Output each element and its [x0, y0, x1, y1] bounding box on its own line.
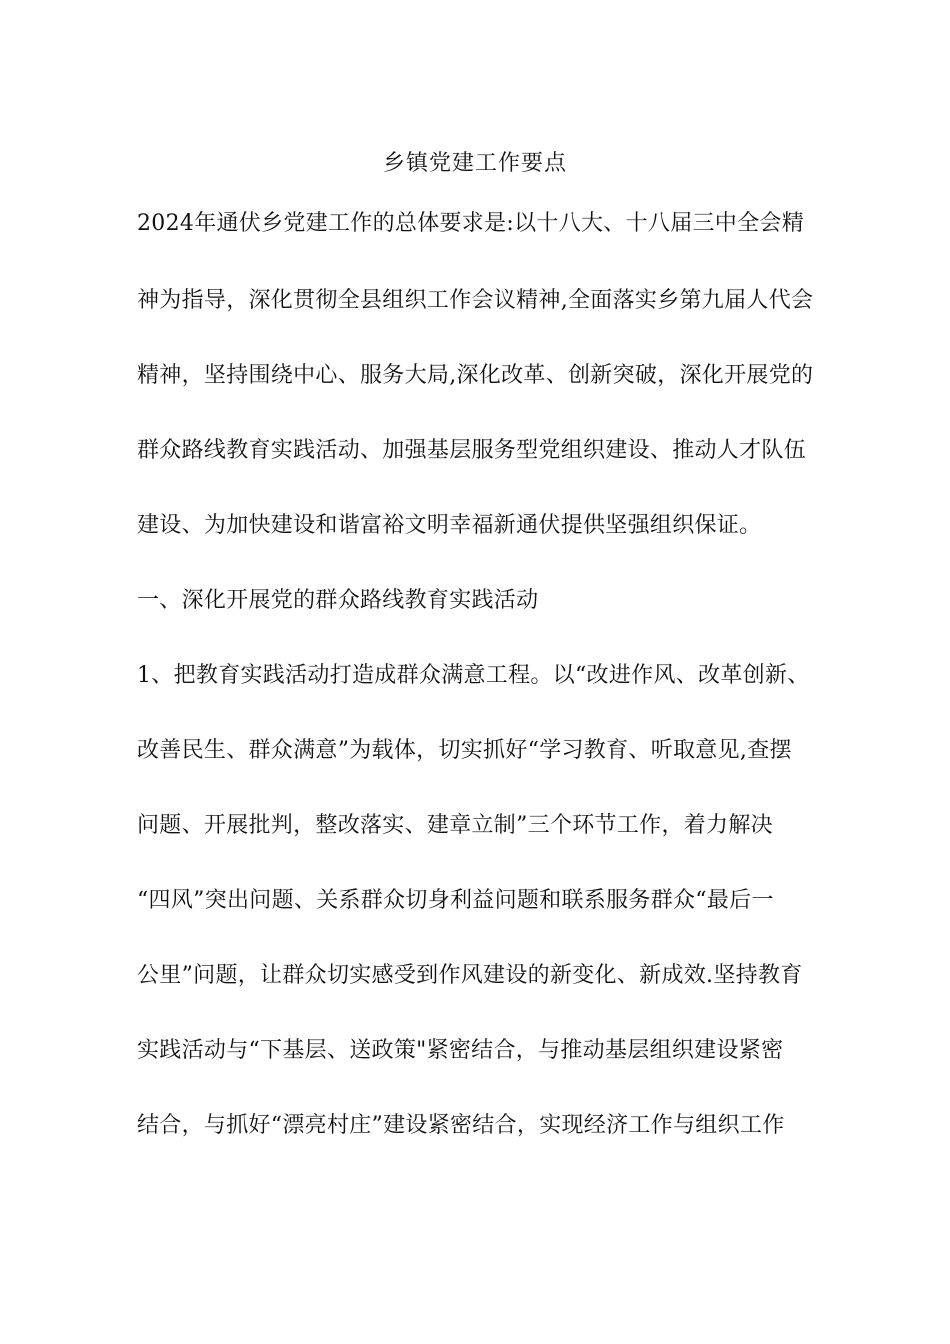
paragraph-line-13: 结合，与抓好“漂亮村庄”建设紧密结合，实现经济工作与组织工作: [137, 1113, 785, 1138]
paragraph-line-12: 实践活动与“下基层、送政策"紧密结合，与推动基层组织建设紧密: [137, 1038, 784, 1063]
paragraph-line-8: 改善民生、群众满意”为载体，切实抓好“学习教育、听取意见,查摆: [137, 738, 792, 763]
paragraph-line-1: 2024年通伏乡党建工作的总体要求是:以十八大、十八届三中全会精: [137, 211, 805, 236]
paragraph-line-4: 群众路线教育实践活动、加强基层服务型党组织建设、推动人才队伍: [137, 438, 807, 463]
paragraph-line-5: 建设、为加快建设和谐富裕文明幸福新通伏提供坚强组织保证。: [137, 513, 762, 538]
section-heading-1: 一、深化开展党的群众路线教育实践活动: [137, 588, 539, 613]
paragraph-line-11: 公里”问题，让群众切实感受到作风建设的新变化、新成效.坚持教育: [137, 963, 803, 988]
paragraph-line-9: 问题、开展批判，整改落实、建章立制”三个环节工作，着力解决: [137, 813, 773, 838]
paragraph-line-3: 精神，坚持围绕中心、服务大局,深化改革、创新突破，深化开展党的: [137, 363, 814, 388]
paragraph-line-7: 1、把教育实践活动打造成群众满意工程。以“改进作风、改革创新、: [137, 663, 810, 688]
paragraph-line-10: “四风”突出问题、关系群众切身利益问题和联系服务群众“最后一: [137, 888, 774, 913]
paragraph-line-2: 神为指导，深化贯彻全县组织工作会议精神,全面落实乡第九届人代会: [137, 288, 814, 313]
document-title: 乡镇党建工作要点: [382, 151, 567, 176]
